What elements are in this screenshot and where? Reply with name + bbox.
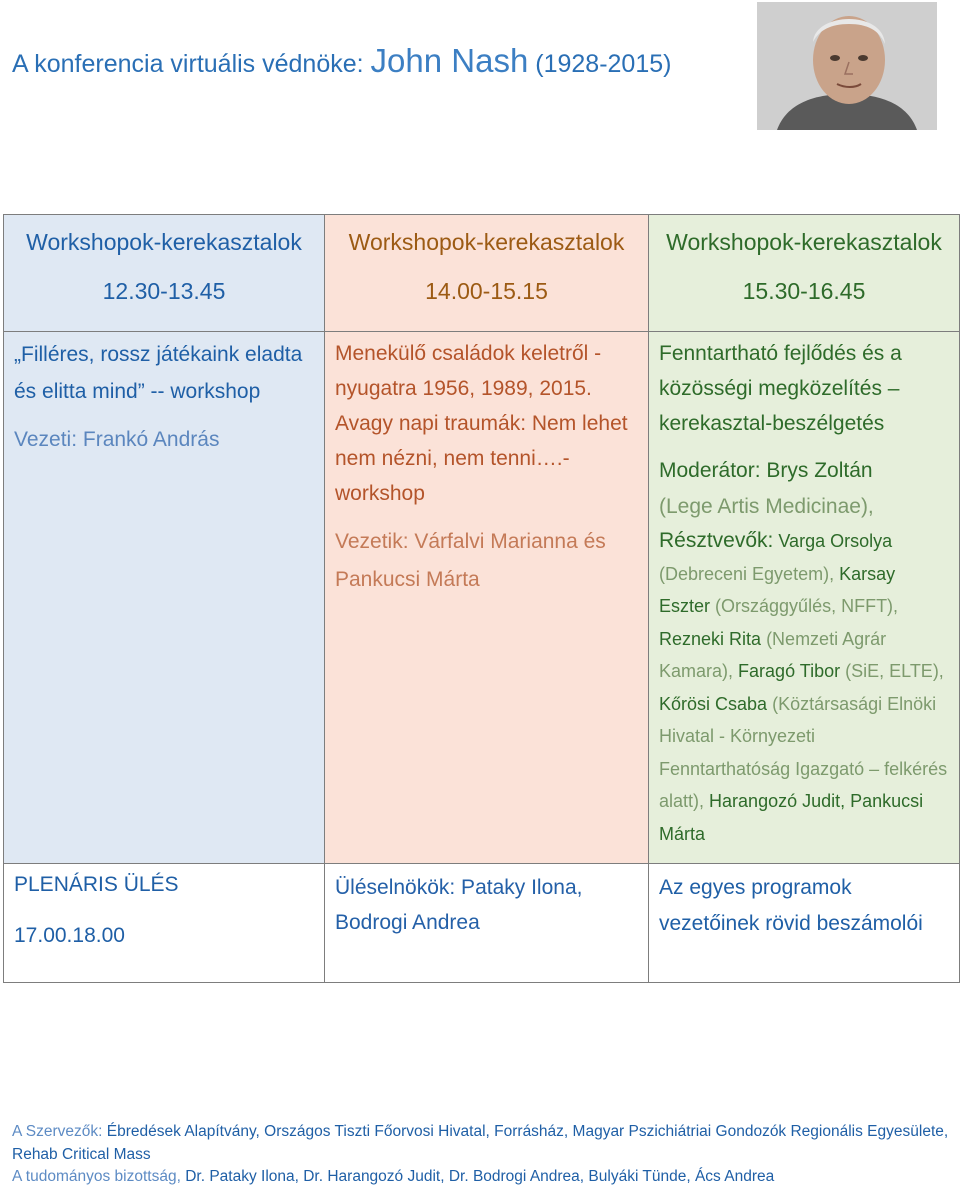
participant-affiliation: (SiE, ELTE), bbox=[845, 661, 944, 681]
participant-name: Kőrösi Csaba bbox=[659, 693, 768, 714]
plenary-chairs bbox=[325, 864, 649, 983]
participant-name: Varga Orsolya bbox=[778, 531, 893, 551]
organizers-label: A Szervezők: bbox=[12, 1123, 103, 1140]
participants bbox=[659, 525, 949, 850]
plenary-reports bbox=[649, 864, 960, 983]
column-time: 15.30-16.45 bbox=[742, 278, 866, 304]
organizers-text: Ébredések Alapítvány, Országos Tiszti Főorvosi Hivatal, Forrásház, Magyar Pszichiátriai Gondozók Regionális Egyesülete, Rehab Critical Mass bbox=[12, 1123, 949, 1163]
participant-name: Karsay Eszter bbox=[659, 563, 896, 616]
plenary-reports-text: Az egyes programok vezetőinek rövid beszámolói bbox=[659, 876, 923, 935]
participant-affiliation: (Debreceni Egyetem), bbox=[659, 563, 835, 584]
session-2 bbox=[325, 332, 649, 864]
plenary-title: PLENÁRIS ÜLÉS bbox=[14, 873, 179, 896]
plenary-time: 17.00.18.00 bbox=[14, 924, 125, 947]
column-header-1 bbox=[4, 215, 325, 332]
table-row bbox=[4, 215, 960, 332]
plenary-session bbox=[4, 864, 325, 983]
table-row bbox=[4, 332, 960, 864]
footer bbox=[12, 1121, 952, 1189]
column-header-2 bbox=[325, 215, 649, 332]
participant-name: Faragó Tibor bbox=[738, 661, 841, 681]
patron-name: John Nash bbox=[370, 42, 529, 79]
scientific-committee-text: Dr. Pataky Ilona, Dr. Harangozó Judit, Dr. Bodrogi Andrea, Bulyáki Tünde, Ács Andrea bbox=[185, 1168, 775, 1185]
column-time: 14.00-15.15 bbox=[425, 278, 548, 304]
session-2-leaders: Vezetik: Várfalvi Marianna és Pankucsi Márta bbox=[335, 530, 606, 591]
patron-years: (1928-2015) bbox=[535, 50, 672, 78]
column-title: Workshopok-kerekasztalok bbox=[348, 229, 625, 255]
page-header bbox=[12, 42, 671, 80]
portrait-photo bbox=[757, 2, 937, 130]
session-3-title: Fenntartható fejlődés és a közösségi megközelítés – kerekasztal-beszélgetés bbox=[659, 342, 902, 435]
moderator: Moderátor: Brys Zoltán bbox=[659, 459, 873, 482]
column-title: Workshopok-kerekasztalok bbox=[666, 229, 942, 255]
scientific-committee-label: A tudományos bizottság, bbox=[12, 1168, 181, 1185]
participant-affiliation: (Köztársasági Elnöki Hivatal - Környezeti Fenntarthatóság Igazgató – felkérés alatt), bbox=[659, 693, 948, 811]
moderator-affiliation: (Lege Artis Medicinae), bbox=[659, 495, 874, 518]
column-title: Workshopok-kerekasztalok bbox=[26, 229, 302, 255]
header-prefix: A konferencia virtuális védnöke: bbox=[12, 50, 364, 78]
session-3 bbox=[649, 332, 960, 864]
column-time: 12.30-13.45 bbox=[102, 278, 226, 304]
session-1 bbox=[4, 332, 325, 864]
plenary-chairs-text: Üléselnökök: Pataky Ilona, Bodrogi Andrea bbox=[335, 876, 583, 934]
session-2-title: Menekülő családok keletről - nyugatra 1956, 1989, 2015. Avagy napi traumák: Nem lehet nem nézni, nem tenni….- workshop bbox=[335, 342, 628, 505]
session-1-title: „Filléres, rossz játékaink eladta és elitta mind” -- workshop bbox=[14, 343, 303, 403]
participant-affiliation: (Nemzeti Agrár Kamara), bbox=[659, 628, 887, 681]
column-header-3 bbox=[649, 215, 960, 332]
table-row bbox=[4, 864, 960, 983]
program-table bbox=[3, 214, 960, 983]
participant-name: Harangozó Judit, Pankucsi Márta bbox=[659, 791, 924, 844]
participant-affiliation: (Országgyűlés, NFFT), bbox=[715, 596, 899, 616]
participants-label: Résztvevők: bbox=[659, 529, 774, 552]
session-1-leader: Vezeti: Frankó András bbox=[14, 428, 220, 451]
participant-name: Rezneki Rita bbox=[659, 628, 762, 649]
